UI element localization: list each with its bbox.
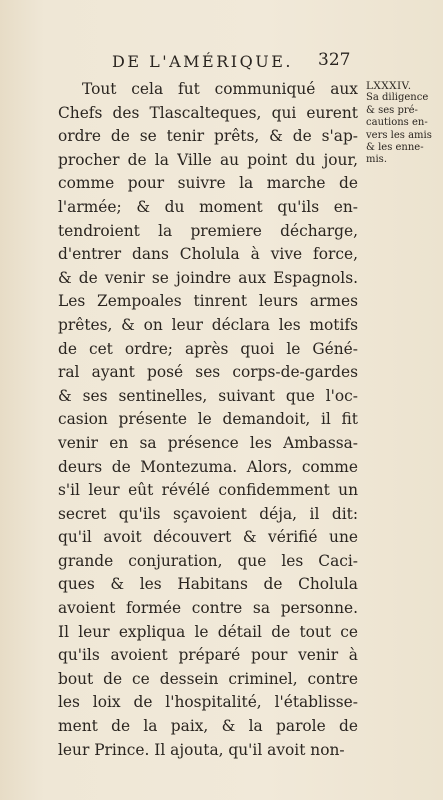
text-line: d'entrer dans Cholula à vive force,	[58, 245, 358, 264]
text-line: secret qu'ils sçavoient déja, il dit:	[58, 504, 358, 523]
text-line: ral ayant posé ses corps-de-gardes	[58, 363, 358, 382]
text-line: casion présente le demandoit, il fit	[58, 410, 358, 429]
text-line: deurs de Montezuma. Alors, comme	[58, 457, 358, 476]
text-line: & de venir se joindre aux Espagnols.	[58, 268, 358, 287]
margin-note-line: Sa diligence	[366, 92, 429, 104]
text-line: s'il leur eût révélé confidemment un	[58, 481, 358, 500]
text-line: venir en sa présence les Ambassa-	[58, 433, 358, 452]
margin-note-number: LXXXIV.	[366, 80, 412, 92]
text-line: qu'il avoit découvert & vérifié une	[58, 528, 358, 547]
text-line: ment de la paix, & la parole de	[58, 717, 358, 736]
text-line: leur Prince. Il ajouta, qu'il avoit non-	[58, 740, 345, 759]
text-line: comme pour suivre la marche de	[58, 174, 358, 193]
text-line: qu'ils avoient préparé pour venir à	[58, 646, 358, 665]
margin-note	[366, 80, 440, 167]
text-line: ques & les Habitans de Cholula	[58, 575, 358, 594]
text-line: Les Zempoales tinrent leurs armes	[58, 292, 358, 311]
text-line: & ses sentinelles, suivant que l'oc-	[58, 386, 358, 405]
text-line: Tout cela fut communiqué aux	[82, 80, 358, 98]
text-line: Chefs des Tlascalteques, qui eurent	[58, 103, 358, 122]
text-line: Il leur expliqua le détail de tout ce	[58, 622, 358, 641]
margin-note-line: vers les amis	[366, 129, 432, 141]
text-line: prêtes, & on leur déclara les motifs	[58, 315, 358, 334]
body-text	[58, 78, 358, 762]
running-head: DE L'AMÉRIQUE.	[112, 52, 293, 71]
margin-note-line: mis.	[366, 154, 387, 166]
margin-note-line: & les enne-	[366, 142, 424, 154]
margin-note-line: & ses pré-	[366, 104, 418, 116]
text-line: les loix de l'hospitalité, l'établisse-	[58, 693, 358, 712]
text-line: ordre de se tenir prêts, & de s'ap-	[58, 127, 358, 146]
text-line: tendroient la premiere décharge,	[58, 221, 358, 240]
text-line: de cet ordre; après quoi le Géné-	[58, 339, 358, 358]
text-line: l'armée; & du moment qu'ils en-	[58, 197, 358, 216]
text-line: procher de la Ville au point du jour,	[58, 150, 358, 169]
margin-note-line: cautions en-	[366, 117, 428, 129]
text-line: bout de ce dessein criminel, contre	[58, 669, 358, 688]
text-line: avoient formée contre sa personne.	[58, 599, 358, 618]
page-number: 327	[318, 50, 351, 70]
text-line: grande conjuration, que les Caci-	[58, 551, 358, 570]
